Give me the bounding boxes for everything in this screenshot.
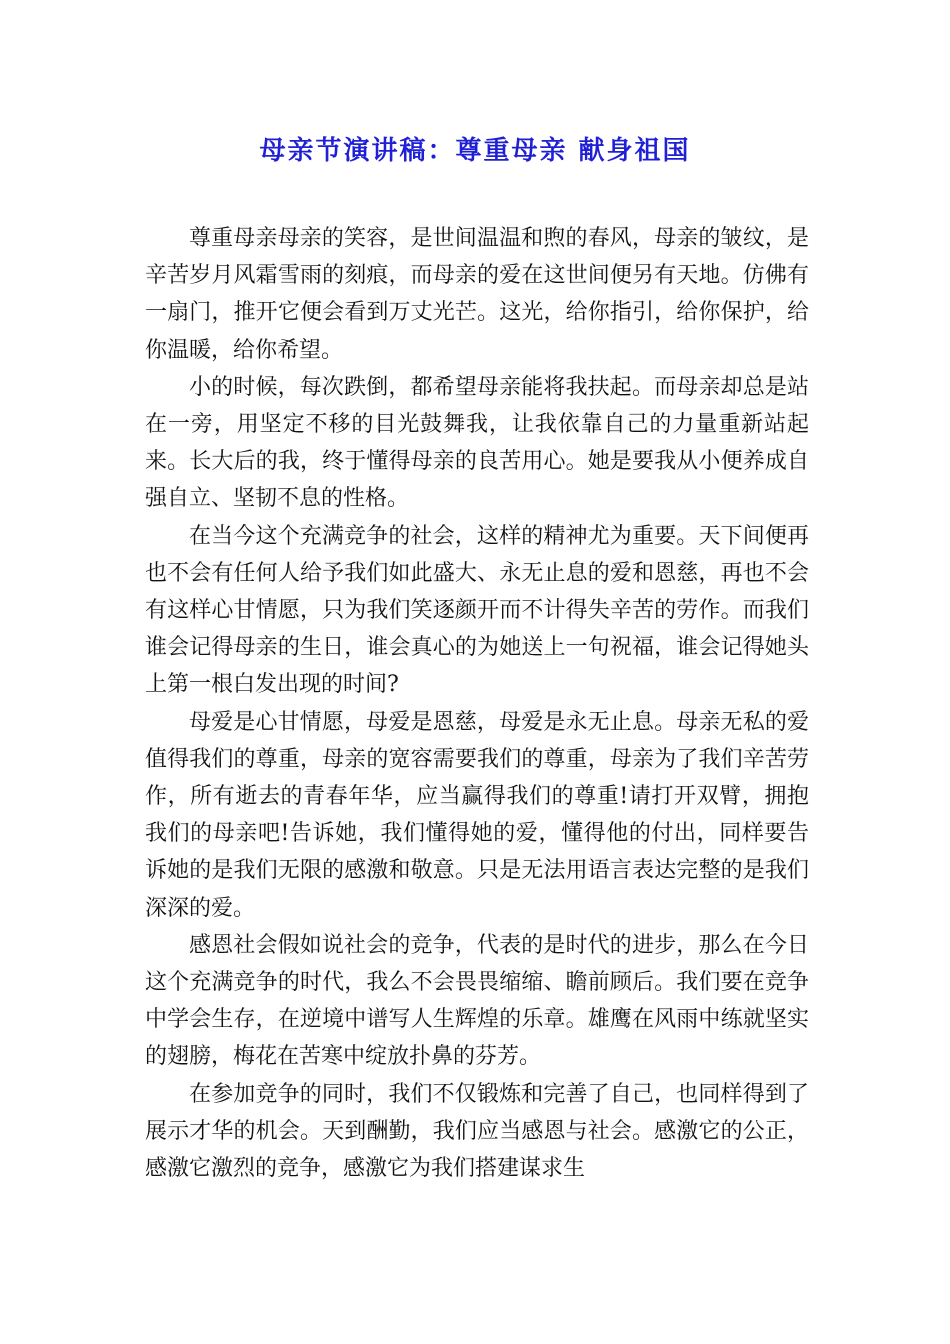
document-title: 母亲节演讲稿：尊重母亲 献身祖国 <box>259 136 691 166</box>
paragraph: 母爱是心甘情愿，母爱是恩慈，母爱是永无止息。母亲无私的爱值得我们的尊重，母亲的宽容需要我们的尊重，母亲为了我们辛苦劳作，所有逝去的青春年华，应当赢得我们的尊重!请打开双臂，拥抱我们的母亲吧!告诉她，我们懂得她的爱，懂得他的付出，同样要告诉她的是我们无限的感激和敬意。只是无法用语言表达完整的是我们深深的爱。 <box>145 709 809 921</box>
paragraph: 在参加竞争的同时，我们不仅锻炼和完善了自己，也同样得到了展示才华的机会。天到酬勤，我们应当感恩与社会。感激它的公正，感激它激烈的竞争，感激它为我们搭建谋求生 <box>145 1081 809 1182</box>
paragraph: 感恩社会假如说社会的竞争，代表的是时代的进步，那么在今日这个充满竞争的时代，我么不会畏畏缩缩、瞻前顾后。我们要在竞争中学会生存，在逆境中谱写人生辉煌的乐章。雄鹰在风雨中练就坚实的翅膀，梅花在苦寒中绽放扑鼻的芬芳。 <box>145 932 809 1070</box>
paragraph: 小的时候，每次跌倒，都希望母亲能将我扶起。而母亲却总是站在一旁，用坚定不移的目光鼓舞我，让我依靠自己的力量重新站起来。长大后的我，终于懂得母亲的良苦用心。她是要我从小便养成自强自立、坚韧不息的性格。 <box>145 374 809 512</box>
paragraph: 尊重母亲母亲的笑容，是世间温温和煦的春风，母亲的皱纹，是辛苦岁月风霜雪雨的刻痕，而母亲的爱在这世间便另有天地。仿佛有一扇门，推开它便会看到万丈光芒。这光，给你指引，给你保护，给你温暖，给你希望。 <box>145 226 809 363</box>
paragraph: 在当今这个充满竞争的社会，这样的精神尤为重要。天下间便再也不会有任何人给予我们如此盛大、永无止息的爱和恩慈，再也不会有这样心甘情愿，只为我们笑逐颜开而不计得失辛苦的劳作。而我们谁会记得母亲的生日，谁会真心的为她送上一句祝福，谁会记得她头上第一根白发出现的时间? <box>145 523 809 698</box>
document-body <box>145 220 809 1187</box>
